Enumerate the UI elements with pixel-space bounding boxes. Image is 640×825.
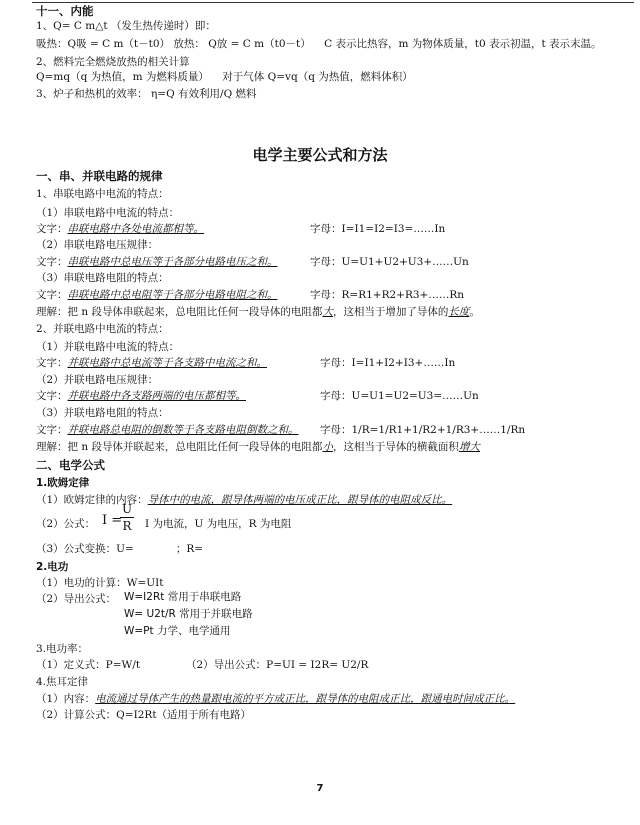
list-item: 文字：并联电路总电阻的倒数等于各支路电阻倒数之和。 xyxy=(36,424,299,436)
fuel-heat-line: 2、燃料完全燃烧放热的相关计算 xyxy=(36,56,190,68)
list-item: （1）电功的计算：W=UIt xyxy=(36,577,164,589)
heat-formula-line: 1、Q= C m△t （发生热传递时）即： xyxy=(36,20,216,32)
list-item: （1）并联电路中电流的特点： xyxy=(36,341,180,353)
list-item: 文字：串联电路中总电阻等于各部分电路电阻之和。 xyxy=(36,289,278,301)
formula: 字母：U=U1+U2+U3+……Un xyxy=(310,256,469,268)
formula: 字母：1/R=1/R1+1/R2+1/R3+……1/Rn xyxy=(320,424,526,436)
list-item: （3）公式变换：U= ；R= xyxy=(36,543,204,555)
formula: 字母：I=I1+I2+I3+……In xyxy=(320,357,456,369)
formula: 字母：R=R1+R2+R3+……Rn xyxy=(310,289,465,301)
top-rule xyxy=(32,2,634,3)
section-heading-circuit-rules: 一、串、并联电路的规律 xyxy=(36,169,163,183)
list-item: （2）导出公式： xyxy=(36,593,117,605)
formula: 字母：I=I1=I2=I3=……In xyxy=(310,223,446,235)
list-item: （2）导出公式：P=UI = I2R= U2/R xyxy=(186,659,369,671)
page-number: 7 xyxy=(316,783,324,794)
list-item: （2）公式： xyxy=(36,518,96,530)
list-item: 文字：串联电路中总电压等于各部分电路电压之和。 xyxy=(36,256,278,268)
section-heading-formulas: 二、电学公式 xyxy=(36,458,105,472)
section-heading-internal-energy: 十一、内能 xyxy=(36,4,94,18)
heat-absorb-release-line: 吸热：Q吸 = C m（t－t0） 放热： Q放 = C m（t0－t） C 表示比热容，m 为物体质量，t0 表示初温，t 表示末温。 xyxy=(36,38,602,50)
formula: W=Pt 力学、电学通用 xyxy=(124,625,231,637)
page-title: 电学主要公式和方法 xyxy=(252,146,388,164)
ohm-formula-lhs: I = xyxy=(102,513,123,528)
list-item: （1）串联电路中电流的特点： xyxy=(36,207,180,219)
list-item: （2）串联电路电压规律： xyxy=(36,239,159,251)
list-item: 理解：把 n 段导体串联起来，总电阻比任何一段导体的电阻都大，这相当于增加了导体的长度。 xyxy=(36,306,480,318)
ohm-formula-legend: I 为电流，U 为电压，R 为电阻 xyxy=(145,518,292,530)
list-item: 文字：并联电路中各支路两端的电压都相等。 xyxy=(36,390,246,402)
efficiency-line: 3、炉子和热机的效率： η=Q 有效利用/Q 燃料 xyxy=(36,88,257,100)
list-item: 1、串联电路中电流的特点： xyxy=(36,188,169,200)
subsection-electric-work: 2.电功 xyxy=(36,561,69,573)
list-item: （1）欧姆定律的内容：导体中的电流，跟导体两端的电压成正比，跟导体的电阻成反比。 xyxy=(36,494,453,506)
list-item: 文字：串联电路中各处电流都相等。 xyxy=(36,223,204,235)
subsection-ohms-law: 1.欧姆定律 xyxy=(36,477,90,489)
list-item: （3）串联电路电阻的特点： xyxy=(36,272,169,284)
list-item: （3）并联电路电阻的特点： xyxy=(36,407,169,419)
subsection-electric-power: 3.电功率： xyxy=(36,643,89,655)
fuel-heat-formula-line: Q=mq（q 为热值，m 为燃料质量） 对于气体 Q=vq（q 为热值，燃料体积） xyxy=(36,71,413,83)
list-item: （1）定义式：P=W/t xyxy=(36,659,141,671)
list-item: （2）并联电路电压规律： xyxy=(36,374,159,386)
list-item: 文字：并联电路中总电流等于各支路中电流之和。 xyxy=(36,357,267,369)
formula: W=I2Rt 常用于串联电路 xyxy=(124,591,242,603)
list-item: 2、并联电路中电流的特点： xyxy=(36,323,169,335)
list-item: 理解：把 n 段导体并联起来，总电阻比任何一段导体的电阻都小，这相当于导体的横截面积增大 xyxy=(36,441,480,453)
subsection-joules-law: 4.焦耳定律 xyxy=(36,676,89,688)
ohm-formula-fraction: U R xyxy=(121,502,133,533)
list-item: （1）内容：电流通过导体产生的热量跟电流的平方成正比，跟导体的电阻成正比，跟通电时间成正比。 xyxy=(36,693,516,705)
formula: 字母：U=U1=U2=U3=……Un xyxy=(320,390,479,402)
list-item: （2）计算公式：Q=I2Rt（适用于所有电路） xyxy=(36,709,252,721)
formula: W= U2t/R 常用于并联电路 xyxy=(124,608,253,620)
